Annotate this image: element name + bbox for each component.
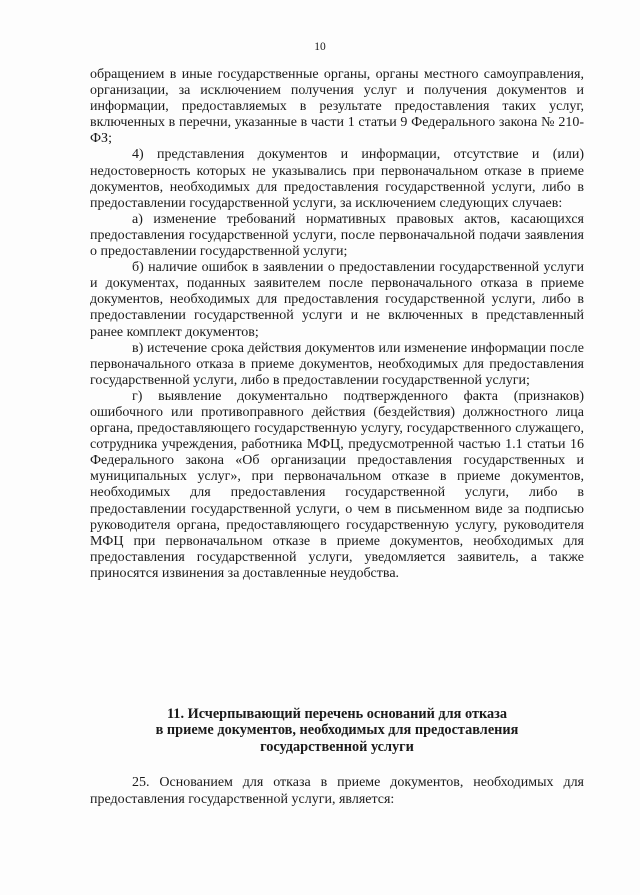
paragraph-subitem-a: а) изменение требований нормативных правовых актов, касающихся предоставления государственной услуги, после первоначальной подачи заявления о предоставлении государственной услуги; <box>90 211 584 260</box>
paragraph-continuation: обращением в иные государственные органы, органы местного самоуправления, организации, за исключением получения услуг и получения документов и информации, предоставляемых в результате предоставления таких услуг, включенных в перечни, указанные в части 1 статьи 9 Федерального закона № 210-ФЗ; <box>90 67 584 147</box>
page-number: 10 <box>314 41 326 53</box>
section-heading-line-1: 11. Исчерпывающий перечень оснований для отказа <box>166 706 508 722</box>
paragraph-subitem-b: б) наличие ошибок в заявлении о предоставлении государственной услуги и документах, поданных заявителем после первоначального отказа в приеме документов, необходимых для предоставления государственной услуги, либо в предоставлении государственной услуги и не включенных в представленный ранее комплект документов; <box>90 260 584 340</box>
closing-text <box>90 775 584 808</box>
section-heading-line-2: в приеме документов, необходимых для предоставления <box>155 722 519 739</box>
paragraph-subitem-v: в) истечение срока действия документов или изменение информации после первоначального отказа в приеме документов, необходимых для предоставления государственной услуги, либо в предоставлении государственной услуги; <box>90 340 584 388</box>
section-heading <box>90 706 584 755</box>
paragraph-item-4: 4) представления документов и информации, отсутствие и (или) недостоверность которых не указывались при первоначальном отказе в приеме документов, необходимых для предоставления государственной услуги, либо в предоставлении государственной услуги, за исключением следующих случаев: <box>90 147 584 211</box>
paragraph-item-25: 25. Основанием для отказа в приеме документов, необходимых для предоставления государственной услуги, является: <box>90 775 584 807</box>
section-heading-line-3: государственной услуги <box>260 738 414 755</box>
paragraph-subitem-g: г) выявление документально подтвержденного факта (признаков) ошибочного или противоправного действия (бездействия) должностного лица органа, предоставляющего государственную услугу, государственного служащего, сотрудника учреждения, работника МФЦ, предусмотренной частью 1.1 статьи 16 Федерального закона «Об организации предоставления государственных и муниципальных услуг», при первоначальном отказе в приеме документов, необходимых для предоставления государственной услуги, либо в предоставлении государственной услуги, о чем в письменном виде за подписью руководителя органа, предоставляющего государственную услугу, руководителя МФЦ при первоначальном отказе в приеме документов, необходимых для предоставления государственной услуги, уведомляется заявитель, а также приносятся извинения за доставленные неудобства. <box>90 388 584 581</box>
body-text <box>90 67 584 582</box>
